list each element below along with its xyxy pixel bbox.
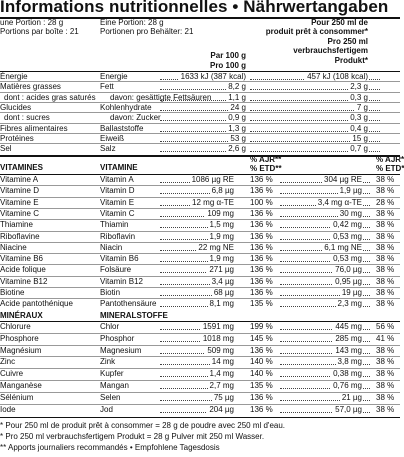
- value-per-100g: 0,9 g: [228, 113, 246, 123]
- label-de: Jod: [100, 404, 113, 414]
- percent-prepared: 38 %: [376, 254, 395, 264]
- footnote-1: * Pour 250 ml de produit prêt à consommer = 28 g de poudre avec 250 ml d'eau.: [0, 421, 286, 430]
- vitamins-row: [0, 288, 400, 298]
- col-100g-l2: Pro 100 g: [209, 61, 246, 70]
- percent-per-100g: 199 %: [250, 322, 273, 331]
- label-de: Vitamin C: [100, 208, 135, 218]
- page-title: Informations nutritionnelles • Nährwertangaben: [0, 0, 389, 16]
- leader-dots: [160, 120, 230, 121]
- value-per-100g: 1633 kJ (387 kcal): [180, 72, 246, 81]
- leader-dots: [160, 151, 230, 152]
- minerals-row: [0, 405, 400, 415]
- label-fr: Magnésium: [0, 345, 42, 355]
- divider: [0, 417, 400, 418]
- percent-per-100g: 140 %: [250, 369, 273, 379]
- ajr-header-2: % AJR*: [376, 155, 404, 164]
- vitamins-row: [0, 209, 400, 219]
- percent-per-100g: 145 %: [250, 333, 273, 343]
- portions-fr: Portions par boîte : 21: [0, 27, 79, 36]
- value-per-100g: 8,1 mg: [209, 299, 234, 309]
- leader-dots: [160, 110, 230, 111]
- label-fr: Zinc: [0, 357, 16, 367]
- percent-prepared: 38 %: [376, 220, 395, 230]
- label-de: Thiamin: [100, 220, 129, 230]
- value-per-100g: 22 mg NE: [198, 242, 234, 252]
- vitamins-row: [0, 243, 400, 253]
- vitamins-row: [0, 220, 400, 230]
- label-de: Ballaststoffe: [100, 123, 144, 133]
- label-fr: Niacine: [0, 242, 27, 252]
- leader-dots: [160, 89, 230, 90]
- label-fr: Chlorure: [0, 322, 31, 331]
- percent-per-100g: 136 %: [250, 254, 273, 264]
- value-prepared: 0,95 µg: [335, 276, 362, 286]
- value-prepared: 19 µg: [341, 288, 362, 297]
- value-prepared: 445 mg: [335, 322, 362, 331]
- value-per-100g: 271 µg: [209, 265, 234, 275]
- value-prepared: 0,7 g: [350, 144, 368, 154]
- leader-dots: [160, 131, 230, 132]
- label-de: Vitamin B6: [100, 254, 139, 264]
- label-fr: dont : sucres: [4, 113, 50, 123]
- percent-prepared: 38 %: [376, 345, 395, 355]
- value-per-100g: 1,9 mg: [209, 254, 234, 264]
- value-prepared: 3,4 mg α-TE: [317, 197, 362, 207]
- percent-per-100g: 136 %: [250, 220, 273, 230]
- minerals-row: [0, 346, 400, 356]
- value-prepared: 15 g: [352, 133, 368, 143]
- value-per-100g: 6,8 µg: [211, 186, 234, 196]
- label-fr: Acide pantothénique: [0, 299, 73, 309]
- label-fr: Glucides: [0, 102, 32, 112]
- label-de: Vitamin D: [100, 186, 135, 196]
- percent-prepared: 38 %: [376, 186, 395, 196]
- label-de: Chlor: [100, 322, 120, 331]
- percent-per-100g: 136 %: [250, 175, 273, 184]
- label-fr: Vitamine B12: [0, 276, 48, 286]
- value-prepared: 304 µg RE: [324, 175, 362, 184]
- value-prepared: 143 mg: [335, 345, 362, 355]
- vitamins-row: [0, 232, 400, 242]
- minerals-row: [0, 357, 400, 367]
- nutrients-row: [0, 144, 400, 154]
- label-fr: Vitamine A: [0, 175, 39, 184]
- value-per-100g: 109 mg: [207, 208, 234, 218]
- label-de: Phosphor: [100, 333, 135, 343]
- value-prepared: 0,3 g: [350, 113, 368, 123]
- label-de: Riboflavin: [100, 231, 136, 241]
- value-prepared: 457 kJ (108 kcal): [307, 72, 368, 81]
- label-de: Folsäure: [100, 265, 132, 275]
- label-fr: Fibres alimentaires: [0, 123, 68, 133]
- value-prepared: 76,0 µg: [335, 265, 362, 275]
- vitamins-header: [0, 155, 404, 173]
- label-de: Vitamin E: [100, 197, 135, 207]
- percent-per-100g: 136 %: [250, 392, 273, 402]
- label-fr: Protéines: [0, 133, 34, 143]
- value-per-100g: 3,4 µg: [211, 276, 234, 286]
- vitamins-row: [0, 186, 400, 196]
- percent-per-100g: 136 %: [250, 208, 273, 218]
- col-prepared-l3: Pro 250 ml: [327, 37, 368, 46]
- percent-prepared: 38 %: [376, 369, 395, 379]
- label-fr: Sélénium: [0, 392, 34, 402]
- label-de: Zink: [100, 357, 116, 367]
- leader-dots: [160, 141, 230, 142]
- value-per-100g: 2,6 g: [228, 144, 246, 154]
- footnote-3: ** Apports journaliers recommandés • Empfohlene Tagesdosis: [0, 443, 220, 452]
- value-per-100g: 8,2 g: [228, 82, 246, 92]
- percent-prepared: 38 %: [376, 242, 395, 252]
- minerals-row: [0, 381, 400, 391]
- percent-prepared: 28 %: [376, 197, 395, 207]
- value-per-100g: 204 µg: [209, 404, 234, 414]
- percent-per-100g: 140 %: [250, 357, 273, 367]
- percent-prepared: 38 %: [376, 392, 395, 402]
- label-de: Energie: [100, 72, 128, 81]
- percent-per-100g: 136 %: [250, 186, 273, 196]
- label-de: Salz: [100, 144, 116, 154]
- percent-per-100g: 136 %: [250, 265, 273, 275]
- value-prepared: 3,8 mg: [337, 357, 362, 367]
- value-per-100g: 68 µg: [213, 288, 234, 297]
- minerals-row: [0, 393, 400, 403]
- percent-prepared: 38 %: [376, 175, 395, 184]
- vitamins-title-fr: VITAMINES: [0, 163, 43, 172]
- percent-per-100g: 136 %: [250, 288, 273, 297]
- value-per-100g: 1,1 g: [228, 92, 246, 102]
- label-fr: Thiamine: [0, 220, 33, 230]
- label-fr: dont : acides gras saturés: [4, 92, 96, 102]
- percent-prepared: 38 %: [376, 231, 395, 241]
- value-prepared: 30 mg: [339, 208, 362, 218]
- percent-prepared: 38 %: [376, 208, 395, 218]
- percent-per-100g: 136 %: [250, 404, 273, 414]
- label-de: Biotin: [100, 288, 121, 297]
- vitamins-row: [0, 175, 400, 185]
- value-prepared: 0,4 g: [350, 123, 368, 133]
- ajr-header: % AJR**: [250, 155, 282, 164]
- label-de: Magnesium: [100, 345, 142, 355]
- label-fr: Riboflavine: [0, 231, 40, 241]
- value-prepared: 0,53 mg: [333, 231, 362, 241]
- label-de: Kohlenhydrate: [100, 102, 152, 112]
- value-per-100g: 1591 mg: [202, 322, 234, 331]
- percent-prepared: 38 %: [376, 381, 395, 390]
- col-prepared-l5: Produkt*: [334, 56, 368, 65]
- minerals-row: [0, 334, 400, 344]
- label-fr: Vitamine C: [0, 208, 39, 218]
- label-de: Niacin: [100, 242, 123, 252]
- value-prepared: 6,1 mg NE: [324, 242, 362, 252]
- label-de: Pantothensäure: [100, 299, 157, 309]
- footnote-2: * Pro 250 ml verbrauchsfertigem Produkt = 28 g Pulver mit 250 ml Wasser.: [0, 432, 265, 441]
- percent-per-100g: 100 %: [250, 197, 273, 207]
- label-fr: Vitamine D: [0, 186, 39, 196]
- vitamins-row: [0, 299, 400, 309]
- value-prepared: 7 g: [356, 102, 368, 112]
- value-prepared: 0,38 mg: [333, 369, 362, 379]
- serving-size-de: Eine Portion: 28 g: [100, 18, 164, 27]
- value-per-100g: 1086 µg RE: [191, 175, 234, 184]
- portions-de: Portionen pro Behälter: 21: [100, 27, 194, 36]
- label-fr: Énergie: [0, 72, 28, 81]
- label-fr: Vitamine E: [0, 197, 39, 207]
- vitamins-row: [0, 265, 400, 275]
- label-de: davon: gesättigte Fettsäuren: [110, 92, 212, 102]
- label-fr: Iode: [0, 404, 16, 414]
- value-prepared: 285 mg: [335, 333, 362, 343]
- label-de: Vitamin B12: [100, 276, 143, 286]
- value-per-100g: 75 µg: [213, 392, 234, 402]
- minerals-title-de: MINERALSTOFFE: [100, 311, 168, 320]
- vitamins-row: [0, 254, 400, 264]
- label-fr: Vitamine B6: [0, 254, 43, 264]
- percent-per-100g: 136 %: [250, 242, 273, 252]
- label-de: Fett: [100, 82, 114, 92]
- percent-per-100g: 135 %: [250, 299, 273, 309]
- label-fr: Manganèse: [0, 381, 42, 390]
- label-fr: Phosphore: [0, 333, 39, 343]
- percent-prepared: 38 %: [376, 265, 395, 275]
- value-per-100g: 53 g: [230, 133, 246, 143]
- value-per-100g: 1,5 mg: [209, 220, 234, 230]
- value-prepared: 0,42 mg: [333, 220, 362, 230]
- etd-header: % ETD**: [250, 164, 282, 173]
- divider: [0, 155, 400, 157]
- percent-prepared: 38 %: [376, 299, 395, 309]
- minerals-title-fr: MINÉRAUX: [0, 311, 43, 320]
- label-fr: Cuivre: [0, 369, 24, 379]
- percent-per-100g: 136 %: [250, 345, 273, 355]
- value-per-100g: 1,9 mg: [209, 231, 234, 241]
- value-per-100g: 1,3 g: [228, 123, 246, 133]
- percent-prepared: 41 %: [376, 333, 395, 343]
- col-100g-l1: Par 100 g: [210, 51, 246, 60]
- percent-per-100g: 135 %: [250, 381, 273, 390]
- value-per-100g: 12 mg α-TE: [192, 197, 234, 207]
- percent-prepared: 56 %: [376, 322, 395, 331]
- value-per-100g: 14 mg: [211, 357, 234, 367]
- minerals-header: [0, 311, 400, 321]
- label-fr: Sel: [0, 144, 12, 154]
- label-fr: Matières grasses: [0, 82, 61, 92]
- percent-prepared: 38 %: [376, 276, 395, 286]
- vitamins-title-de: VITAMINE: [100, 163, 138, 172]
- label-de: Mangan: [100, 381, 129, 390]
- percent-per-100g: 136 %: [250, 231, 273, 241]
- value-prepared: 2,3 g: [350, 82, 368, 92]
- label-fr: Biotine: [0, 288, 25, 297]
- value-prepared: 0,53 mg: [333, 254, 362, 264]
- value-prepared: 57,0 µg: [335, 404, 362, 414]
- value-per-100g: 509 mg: [207, 345, 234, 355]
- value-prepared: 1,9 µg: [339, 186, 362, 196]
- serving-size-fr: une Portion : 28 g: [0, 18, 64, 27]
- label-de: davon: Zucker: [110, 113, 161, 123]
- vitamins-row: [0, 198, 400, 208]
- etd-header-2: % ETD*: [376, 164, 404, 173]
- minerals-row: [0, 369, 400, 379]
- value-prepared: 0,76 mg: [333, 381, 362, 390]
- col-prepared-l1: Pour 250 ml de: [311, 18, 368, 27]
- percent-prepared: 38 %: [376, 357, 395, 367]
- percent-prepared: 38 %: [376, 404, 395, 414]
- label-de: Kupfer: [100, 369, 124, 379]
- minerals-row: [0, 322, 400, 332]
- vitamins-row: [0, 277, 400, 287]
- label-de: Selen: [100, 392, 121, 402]
- col-prepared-l2: produit prêt à consommer*: [265, 27, 368, 36]
- label-de: Eiweiß: [100, 133, 125, 143]
- value-prepared: 21 µg: [341, 392, 362, 402]
- value-per-100g: 2,7 mg: [209, 381, 234, 390]
- percent-prepared: 38 %: [376, 288, 395, 297]
- value-per-100g: 24 g: [230, 102, 246, 112]
- col-prepared-l4: verbrauchsfertigem: [293, 46, 368, 55]
- value-prepared: 2,3 mg: [337, 299, 362, 309]
- percent-per-100g: 136 %: [250, 276, 273, 286]
- value-per-100g: 1,4 mg: [209, 369, 234, 379]
- value-prepared: 0,3 g: [350, 92, 368, 102]
- label-fr: Acide folique: [0, 265, 46, 275]
- label-de: Vitamin A: [100, 175, 134, 184]
- value-per-100g: 1018 mg: [202, 333, 234, 343]
